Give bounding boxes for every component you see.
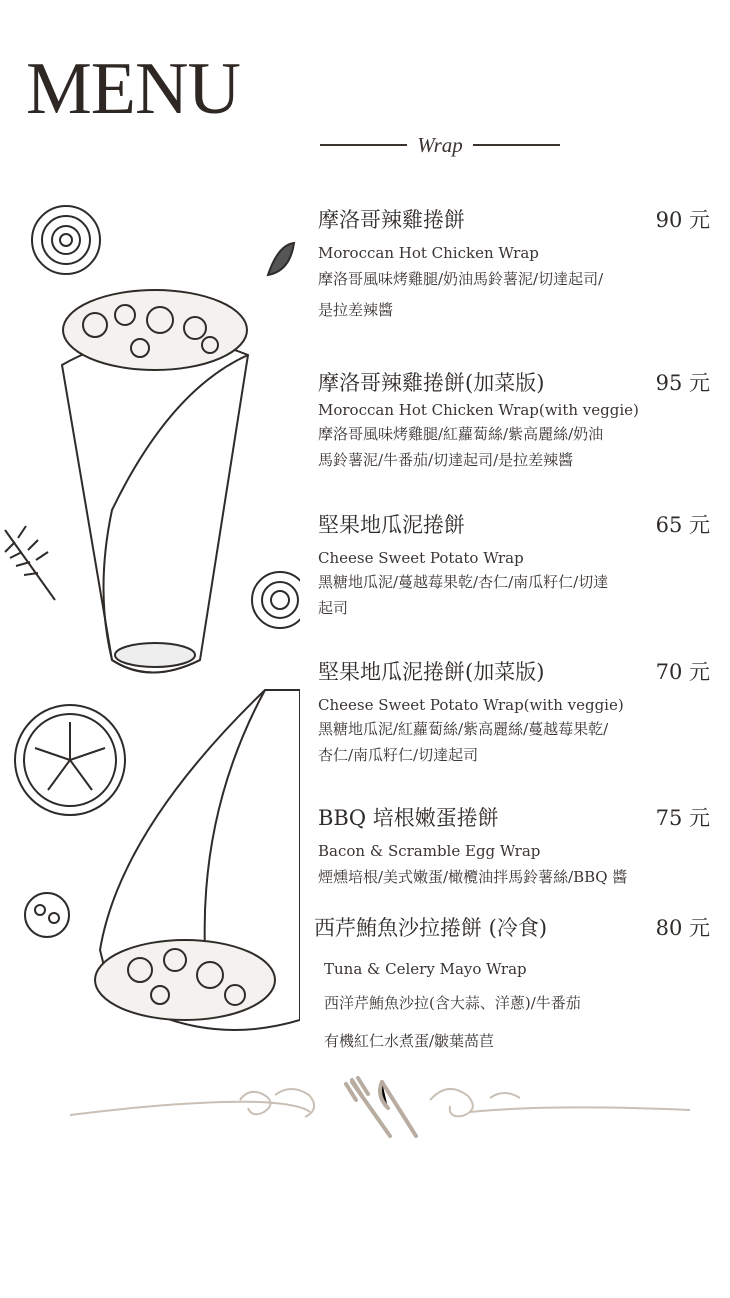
menu-item	[318, 802, 710, 893]
item-description-line: 是拉差辣醬	[318, 301, 394, 319]
leaf-icon	[268, 243, 294, 275]
item-description-line: 摩洛哥風味烤雞腿/奶油馬鈴薯泥/切達起司/	[318, 270, 604, 288]
item-price: 65 元	[655, 513, 710, 537]
item-description-line: 黑糖地瓜泥/蔓越莓果乾/杏仁/南瓜籽仁/切達	[318, 573, 609, 591]
wrap-illustration	[0, 190, 300, 1060]
item-english-name: Bacon & Scramble Egg Wrap	[318, 842, 541, 860]
item-english-name: Moroccan Hot Chicken Wrap(with veggie)	[318, 401, 639, 419]
herb-icon	[5, 530, 55, 600]
item-description	[318, 264, 710, 326]
item-description	[318, 421, 710, 473]
tomato-slice-icon	[15, 705, 125, 815]
flourish-divider	[70, 1070, 690, 1150]
item-description-line: 摩洛哥風味烤雞腿/紅蘿蔔絲/紫高麗絲/奶油	[318, 425, 604, 443]
item-description-line: 西洋芹鮪魚沙拉(含大蒜、洋蔥)/牛番茄	[324, 994, 581, 1012]
item-price: 70 元	[655, 660, 710, 684]
item-description-line: 起司	[318, 599, 349, 617]
item-price: 90 元	[655, 208, 710, 232]
item-name: 堅果地瓜泥捲餅(加菜版)	[318, 660, 545, 684]
item-description	[318, 569, 710, 621]
onion-slice-icon	[32, 206, 100, 274]
item-description	[318, 716, 710, 768]
wrap-lower-icon	[95, 690, 300, 1030]
item-price: 80 元	[655, 916, 710, 940]
wrap-upper-icon	[62, 290, 248, 673]
menu-item	[318, 509, 710, 621]
item-name: 摩洛哥辣雞捲餅(加菜版)	[318, 371, 545, 395]
item-english-name: Cheese Sweet Potato Wrap(with veggie)	[318, 696, 624, 714]
section-label: Wrap	[417, 132, 463, 157]
fork-knife-icon	[346, 1078, 416, 1136]
item-name: 摩洛哥辣雞捲餅	[318, 208, 465, 232]
item-price: 75 元	[655, 806, 710, 830]
item-description-line: 杏仁/南瓜籽仁/切達起司	[318, 746, 479, 764]
onion-ring-icon	[252, 572, 300, 628]
section-rule-left	[320, 144, 407, 146]
item-english-name: Tuna & Celery Mayo Wrap	[324, 960, 527, 978]
menu-title: MENU	[26, 48, 240, 130]
item-description-line: 煙燻培根/美式嫩蛋/橄欖油拌馬鈴薯絲/BBQ 醬	[318, 868, 628, 886]
item-english-name: Moroccan Hot Chicken Wrap	[318, 244, 539, 262]
item-name: 堅果地瓜泥捲餅	[318, 513, 465, 537]
item-description	[324, 984, 710, 1060]
section-rule-right	[473, 144, 560, 146]
item-name: 西芹鮪魚沙拉捲餅 (冷食)	[314, 916, 548, 940]
item-english-name: Cheese Sweet Potato Wrap	[318, 549, 524, 567]
menu-item	[318, 204, 710, 326]
item-name: BBQ 培根嫩蛋捲餅	[318, 806, 499, 830]
garnish-icon	[25, 893, 69, 937]
item-price: 95 元	[655, 371, 710, 395]
menu-item	[318, 656, 710, 768]
menu-item	[318, 367, 710, 473]
menu-item	[314, 912, 710, 1060]
item-description-line: 馬鈴薯泥/牛番茄/切達起司/是拉差辣醬	[318, 451, 574, 469]
section-header	[320, 130, 560, 160]
item-description-line: 黑糖地瓜泥/紅蘿蔔絲/紫高麗絲/蔓越莓果乾/	[318, 720, 609, 738]
item-description-line: 有機紅仁水煮蛋/皺葉萵苣	[324, 1032, 495, 1050]
item-description	[318, 862, 710, 893]
